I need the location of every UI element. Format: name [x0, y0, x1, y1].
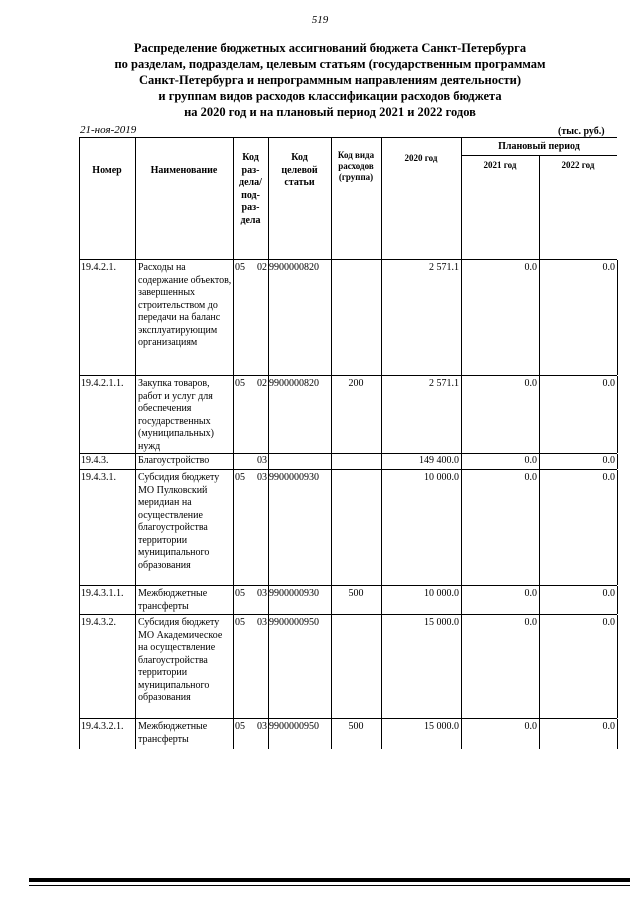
header-name: Наименование	[150, 165, 218, 176]
row-kind: 200	[348, 378, 364, 389]
row-2020: 149 400.0	[419, 455, 459, 466]
row-2020: 10 000.0	[424, 472, 459, 483]
row-subsection: 03	[257, 455, 267, 466]
table-row	[79, 376, 617, 454]
row-number: 19.4.3.1.1.	[81, 588, 124, 599]
header-2020: 2020 год	[404, 153, 438, 163]
document-title	[60, 40, 600, 120]
table-header	[79, 137, 617, 260]
table-row	[79, 470, 617, 586]
table-row	[79, 260, 617, 376]
row-target: 9900000930	[269, 588, 319, 599]
page-number: 519	[311, 14, 329, 26]
row-kind	[331, 470, 381, 585]
title-line: Распределение бюджетных ассигнований бюджета Санкт-Петербурга	[133, 41, 527, 55]
row-number: 19.4.3.2.	[81, 617, 116, 628]
row-section: 05	[235, 721, 245, 732]
row-kind	[331, 454, 381, 469]
row-2021: 0.0	[524, 262, 537, 273]
row-number: 19.4.2.1.1.	[81, 378, 124, 389]
row-target: 9900000820	[269, 378, 319, 389]
row-section: 05	[235, 262, 245, 273]
row-kind	[331, 615, 381, 718]
row-number: 19.4.3.1.	[81, 472, 116, 483]
row-subsection: 03	[257, 721, 267, 732]
row-subsection: 02	[257, 262, 267, 273]
header-kind: Код вида расходов (группа)	[337, 150, 375, 182]
row-2022: 0.0	[602, 472, 615, 483]
row-subsection: 03	[257, 588, 267, 599]
row-number: 19.4.2.1.	[81, 262, 116, 273]
row-2021: 0.0	[524, 378, 537, 389]
row-2020: 15 000.0	[424, 721, 459, 732]
row-section: 05	[235, 617, 245, 628]
row-target: 9900000930	[269, 472, 319, 483]
row-2022: 0.0	[602, 588, 615, 599]
row-name: Субсидия бюджету МО Пулковский меридиан на осуществление благоустройства территории муниципального образования	[138, 472, 220, 571]
bottom-rule	[29, 878, 630, 882]
table-row	[79, 615, 617, 719]
row-target	[269, 454, 331, 469]
row-2020: 2 571.1	[429, 262, 459, 273]
row-name: Благоустройство	[138, 455, 210, 466]
row-section: 05	[235, 588, 245, 599]
row-target: 9900000950	[269, 721, 319, 732]
row-kind: 500	[348, 588, 364, 599]
units-label: (тыс. руб.)	[558, 126, 605, 137]
row-number: 19.4.3.2.1.	[81, 721, 124, 732]
header-2021: 2021 год	[483, 160, 517, 170]
row-2022: 0.0	[602, 378, 615, 389]
row-target: 9900000820	[269, 262, 319, 273]
header-section: Код раз- дела/ под- раз- дела	[239, 152, 262, 226]
row-2021: 0.0	[524, 455, 537, 466]
document-date: 21-ноя-2019	[80, 124, 137, 136]
row-name: Межбюджетные трансферты	[138, 721, 208, 745]
table-row	[79, 586, 617, 615]
row-2021: 0.0	[524, 472, 537, 483]
row-kind	[331, 260, 381, 375]
title-line: и группам видов расходов классификации расходов бюджета	[158, 89, 502, 103]
bottom-rule-thin	[29, 885, 630, 886]
row-2021: 0.0	[524, 617, 537, 628]
row-subsection: 03	[257, 617, 267, 628]
row-section: 05	[235, 378, 245, 389]
row-name: Расходы на содержание объектов, завершенных строительством до передачи на баланс эксплуатирующим организациям	[138, 262, 232, 348]
table-row	[79, 719, 617, 749]
row-2020: 10 000.0	[424, 588, 459, 599]
row-2022: 0.0	[602, 617, 615, 628]
table-row	[79, 454, 617, 470]
row-2022: 0.0	[602, 262, 615, 273]
title-line: по разделам, подразделам, целевым статьям (государственным программам	[114, 57, 546, 71]
row-2021: 0.0	[524, 721, 537, 732]
header-planned-period: Плановый период	[498, 141, 580, 152]
header-2022: 2022 год	[561, 160, 595, 170]
title-line: на 2020 год и на плановый период 2021 и 2022 годов	[184, 105, 476, 119]
row-section	[235, 454, 249, 469]
row-subsection: 03	[257, 472, 267, 483]
row-target: 9900000950	[269, 617, 319, 628]
row-2022: 0.0	[602, 721, 615, 732]
row-2020: 2 571.1	[429, 378, 459, 389]
row-2021: 0.0	[524, 588, 537, 599]
budget-table	[79, 137, 617, 749]
title-line: Санкт-Петербурга и непрограммным направлениям деятельности)	[138, 73, 521, 87]
row-number: 19.4.3.	[81, 455, 109, 466]
row-section: 05	[235, 472, 245, 483]
row-name: Межбюджетные трансферты	[138, 588, 208, 612]
row-kind: 500	[348, 721, 364, 732]
row-subsection: 02	[257, 378, 267, 389]
row-name: Закупка товаров, работ и услуг для обеспечения государственных (муниципальных) нужд	[138, 378, 214, 452]
row-2020: 15 000.0	[424, 617, 459, 628]
row-name: Субсидия бюджету МО Академическое на осуществление благоустройства территории муниципального образования	[138, 617, 223, 703]
header-target: Код целевой статьи	[281, 152, 318, 188]
header-number: Номер	[92, 165, 122, 176]
row-2022: 0.0	[602, 455, 615, 466]
